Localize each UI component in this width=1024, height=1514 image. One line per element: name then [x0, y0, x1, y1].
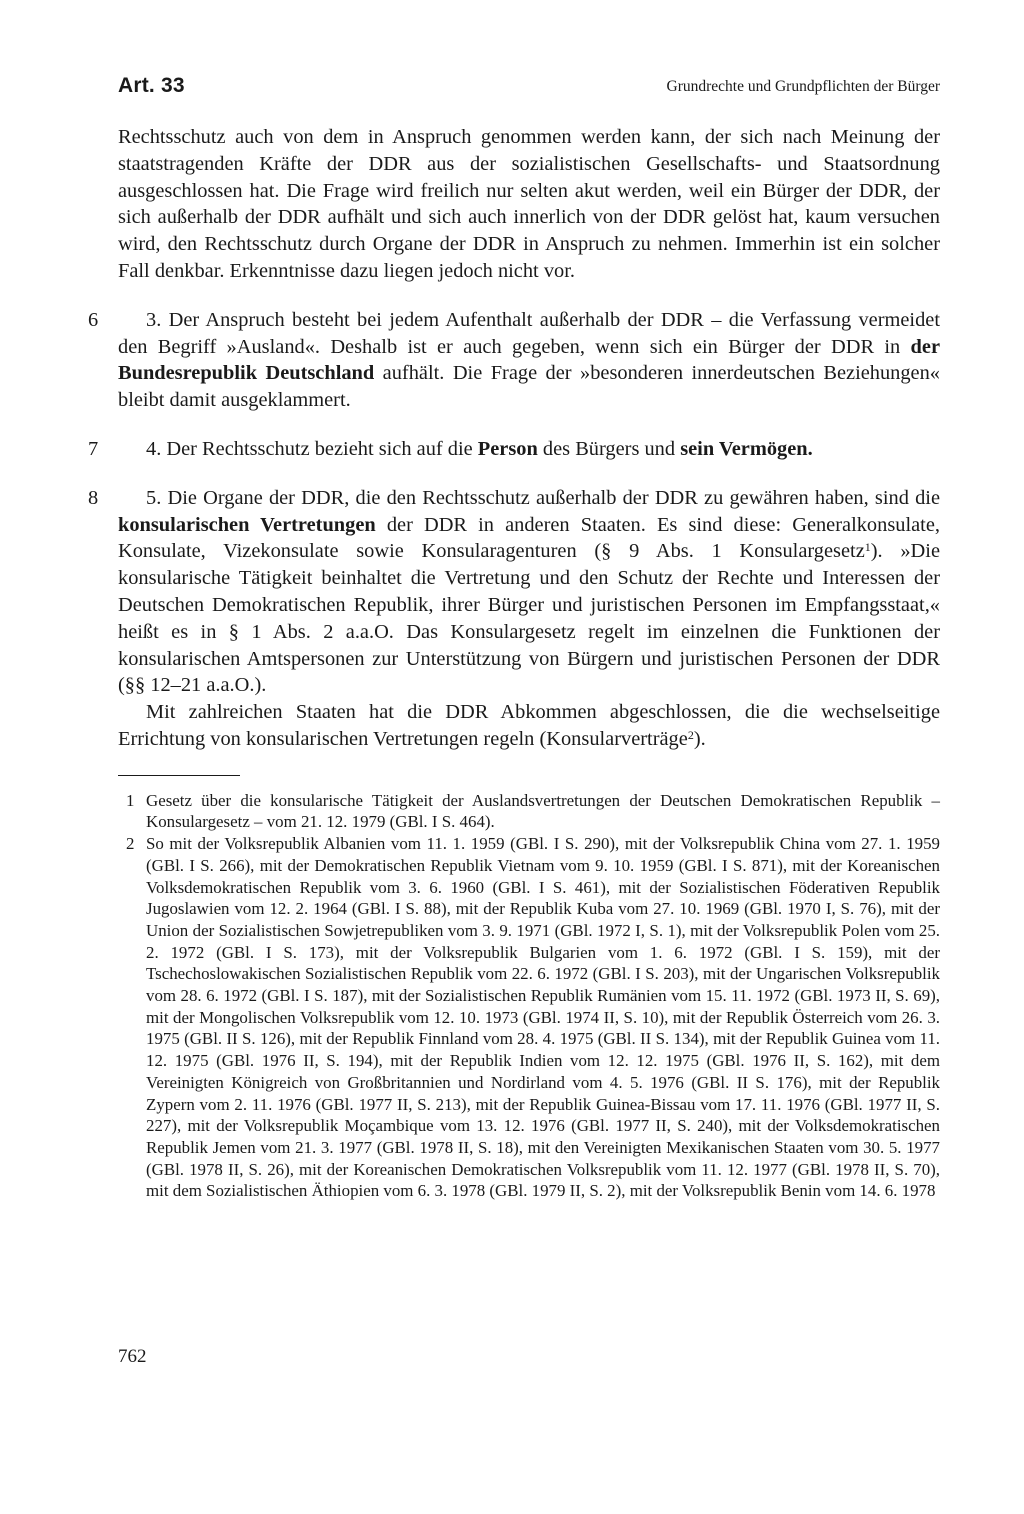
paragraph-list [88, 124, 941, 753]
bold-text: Person [477, 437, 538, 460]
text-run: der DDR in anderen Staaten. Es sind diese: Generalkonsulate, Konsulate, Vizekonsulate sowie Konsularagenturen (§ 9 Abs. 1 Konsulargesetz [118, 513, 940, 563]
text-run: Rechtsschutz auch von dem in Anspruch genommen werden kann, der sich nach Meinung der staatstragenden Kräfte der DDR aus der sozialistischen Gesellschafts- und Staatsordnung ausgeschlossen hat. Die Frage wird freilich nur selten akut werden, weil ein Bürger der DDR, der sich außerhalb der DDR aufhält und sich auch innerlich von der DDR gelöst hat, kaum versuchen wird, den Rechtsschutz durch Organe der DDR in Anspruch zu nehmen. Immerhin ist ein solcher Fall denkbar. Erkenntnisse dazu liegen jedoch nicht vor. [118, 126, 940, 282]
bold-text: sein Vermögen. [680, 437, 813, 460]
paragraph [88, 485, 941, 699]
article-number: Art. 33 [118, 74, 185, 97]
footnote-rule [118, 775, 240, 776]
page-header [118, 74, 940, 104]
text-run: ). [693, 727, 706, 750]
paragraph [118, 124, 940, 285]
body-text [88, 124, 941, 1202]
running-title: Grundrechte und Grundpflichten der Bürger [666, 78, 940, 95]
text-run: aufhält. Die Frage der »besonderen innerdeutschen Beziehungen« bleibt damit ausgeklammert. [118, 362, 941, 412]
footnote-ref: 2 [687, 727, 694, 742]
paragraph [88, 436, 940, 463]
margin-number: 6 [88, 308, 99, 331]
text-run: 4. Der Rechtsschutz bezieht sich auf die [146, 437, 478, 460]
margin-number: 8 [88, 486, 99, 509]
footnote-text: So mit der Volksrepublik Albanien vom 11. 1. 1959 (GBl. I S. 290), mit der Volksrepublik China vom 27. 1. 1959 (GBl. I S. 266), mit der Demokratischen Republik Vietnam vom 9. 10. 1959 (GBl. I S. 871), mit der Koreanischen Volksdemokratischen Republik vom 3. 6. 1960 (GBl. I S. 461), mit der Sozialistischen Föderativen Republik Jugoslawien vom 12. 2. 1964 (GBl. I S. 88), mit der Republik Kuba vom 27. 10. 1969 (GBl. 1970 I, S. 76), mit der Union der Sozialistischen Sowjetrepubliken vom 3. 9. 1971 (GBl. 1972 I, S. 1), mit der Volksrepublik Polen vom 25. 2. 1972 (GBl. I S. 173), mit der Volksrepublik Bulgarien vom 1. 6. 1972 (GBl. I S. 159), mit der Tschechoslowakischen Sozialistischen Republik vom 22. 6. 1972 (GBl. I S. 203), mit der Ungarischen Volksrepublik vom 28. 6. 1972 (GBl. I S. 187), mit der Sozialistischen Republik Rumänien vom 15. 11. 1972 (GBl. 1973 II, S. 69), mit der Mongolischen Volksrepublik vom 12. 10. 1973 (GBl. 1974 II, S. 10), mit der Republik Österreich vom 26. 3. 1975 (GBl. II S. 126), mit der Republik Finnland vom 28. 4. 1975 (GBl. II S. 134), mit der Republik Guinea vom 11. 12. 1975 (GBl. 1976 II, S. 194), mit der Republik Indien vom 12. 12. 1975 (GBl. 1976 II, S. 162), mit dem Vereinigten Königreich von Großbritannien und Nordirland vom 4. 5. 1976 (GBl. II S. 176), mit der Republik Zypern vom 2. 11. 1976 (GBl. 1977 II, S. 213), mit der Republik Guinea-Bissau vom 17. 11. 1976 (GBl. 1977 II, S. 227), mit der Volksrepublik Moçambique vom 13. 12. 1976 (GBl. 1977 II, S. 240), mit der Volksdemokratischen Republik Jemen vom 21. 3. 1977 (GBl. 1978 II, S. 18), mit den Vereinigten Mexikanischen Staaten vom 30. 5. 1977 (GBl. 1978 II, S. 26), mit der Koreanischen Demokratischen Volksrepublik vom 11. 12. 1977 (GBl. 1978 II, S. 70), mit dem Sozialistischen Äthiopien vom 6. 3. 1978 (GBl. 1979 II, S. 2), mit der Volksrepublik Benin vom 14. 6. 1978 [146, 834, 940, 1201]
text-run: ). »Die konsularische Tätigkeit beinhaltet die Vertretung und den Schutz der Rechte und Interessen der Deutschen Demokratischen Republik, ihrer Bürger und juristischen Personen im Empfangsstaat,« heißt es in § 1 Abs. 2 a.a.O. Das Konsulargesetz regelt im einzelnen die Funktionen der konsularischen Amtspersonen zur Unterstützung von Bürgern und juristischen Personen der DDR (§§ 12–21 a.a.O.). [118, 540, 941, 697]
footnote [118, 833, 940, 1202]
footnote-list [118, 790, 940, 1202]
footnote-number: 2 [126, 834, 135, 854]
bold-text: konsularischen Vertretungen [118, 513, 376, 536]
text-run: Mit zahlreichen Staaten hat die DDR Abkommen abgeschlossen, die die wechselseitige Errichtung von konsularischen Vertretungen regeln (Konsularverträge [118, 701, 940, 750]
text-run: 3. Der Anspruch besteht bei jedem Aufenthalt außerhalb der DDR – die Verfassung vermeidet den Begriff »Ausland«. Deshalb ist er auch gegeben, wenn sich ein Bürger der DDR in [118, 308, 940, 358]
text-run: 5. Die Organe der DDR, die den Rechtsschutz außerhalb der DDR zu gewähren haben, sind die [146, 486, 940, 509]
bold-text: der Bundesrepublik Deutschland [118, 335, 940, 385]
paragraph [118, 699, 940, 753]
footnote [118, 790, 940, 833]
margin-number: 7 [88, 437, 99, 460]
footnote-number: 1 [126, 790, 135, 810]
footnote-ref: 1 [864, 540, 871, 555]
footnote-text: Gesetz über die konsularische Tätigkeit der Auslandsvertretungen der Deutschen Demokratischen Republik – Konsulargesetz – vom 21. 12. 1979 (GBl. I S. 464). [146, 790, 940, 832]
text-run: des Bürgers und [537, 437, 681, 460]
paragraph [88, 307, 941, 414]
page-number: 762 [118, 1346, 147, 1367]
